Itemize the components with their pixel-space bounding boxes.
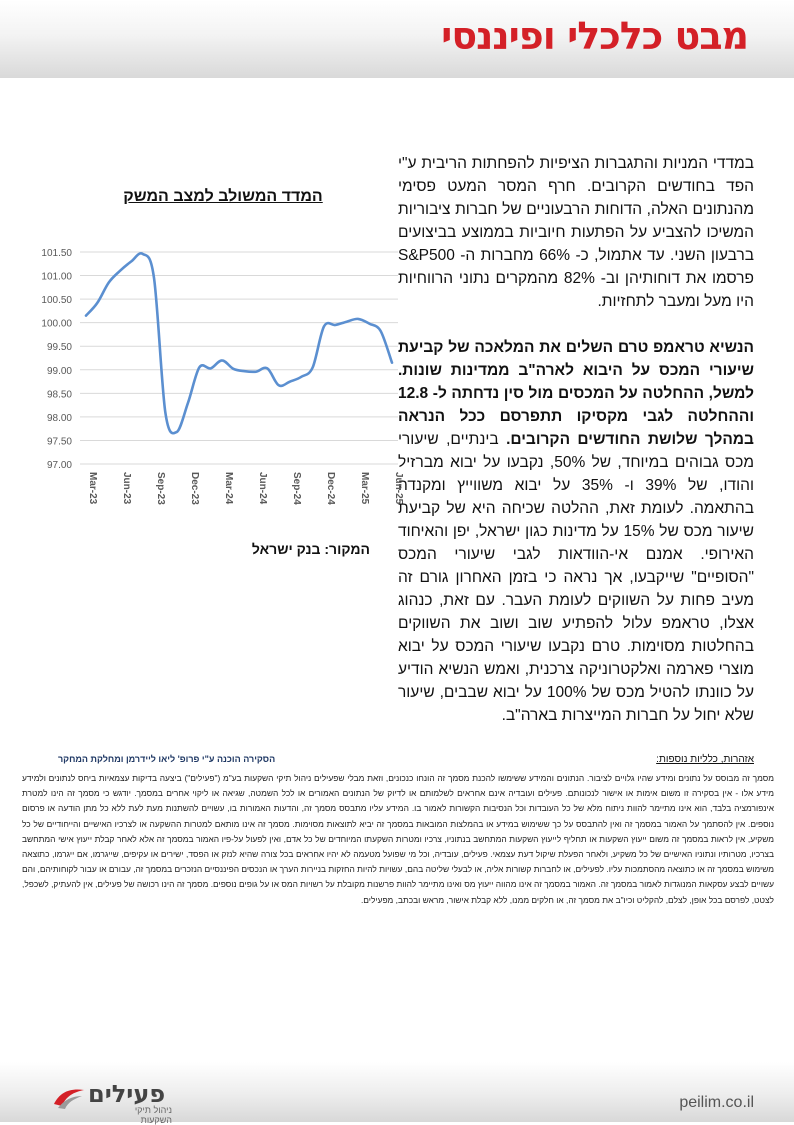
disclaimer-text: מסמך זה מבוסס על נתונים ומידע שהיו גלויים לציבור. הנתונים והמידע ששימשו להכנת מסמך זה הונחו כנכונים, וזאת מבלי שפעילים ניהול תיקי השקעות בע"מ ("פעילים") ביצעה בדיקות עצמאיות ביחס לנתונים ולמידע מידע אלו - אין בסקירה זו משום אימות או אישור לנכונותם. פעילים ועובדיה אינם אחראים לשלמותם או לדיוק של הנתונים האמורים או לכל השמטה, שגיאה או ליקוי אחרים במסמך. יודגש כי מסמך זה הינו למטרת אינפורמציה בלבד, הוא אינו מתיימר להוות ניתוח מלא של כל העובדות וכל הנסיבות הקשורות לאמור בו. המידע עליו מתבסס מסמך זה, והדעות האמורות בו, עשויים להשתנות מעת לעת ללא כל מתן הודעה או פרסום נוספים. אין להסתמך על האמור במסמך זה ואין להתבסס על כך ששימוש במידע או בהמלצות המובאות במסמך זה יביא לתוצאות מסוימות. מסמך זה אינו מותאם למטרות ההשקעה או לצרכיו האישיים והייחודיים של כל משקיע, אין לראות במסמך זה משום ייעוץ השקעות או תחליף לייעוץ השקעות המתחשב בנתוניו, צרכיו ומטרות השקעתו המיוחדים של כל אדם, ואין לפעול על-פיו האמור במסמך זה אלא לאחר קבלת ייעוץ אישי המתחשב בצרכיו, מטרותיו ונתוניו האישיים של כל משקיע, ולאחר הפעלת שיקול דעת עצמאי. פעילים, עובדיה, וכל מי שפועל מטעמה לא יהיו אחראים בכל צורה שהיא לנזק או הפסד, ישירים או עקיפים, שייגרמו, אם ייגרמו, כתוצאה משימוש במסמך זה או כתוצאה מהסתמכות עליו. לפעילים, או לחברות קשורות אליה, או לבעלי שליטה בהם, עשויות להיות החזקות בניירות הערך או הנכסים הפיננסיים הנזכרים במסמך זה, עבורם או עבור לקוחותיהם, והם עשויים לבצע עסקאות המנוגדות לאמור במסמך זה. האמור במסמך זה אינו מהווה ייעוץ מס ואינו מתיימר להוות פרשנות מקובלת על רשויות המס או על גופים נוספים. מסמך זה הינו רכושה של פעילים, אין להעתיק, לשכפל, לצטט, לפרסם בכל אופן, לצלם, להקליט וכיו"ב את מסמך זה, או חלקים ממנו, ללא קבלת אישור, מראש ובכתב, מפעילים. xyxy=(22,773,774,905)
x-tick-label: Mar-23 xyxy=(87,472,98,505)
x-tick-label: Jun-24 xyxy=(257,472,268,505)
data-series-line xyxy=(86,253,392,433)
chart-source: המקור: בנק ישראל xyxy=(251,541,370,557)
logo-swoosh-icon xyxy=(52,1084,86,1110)
x-tick-label: Dec-24 xyxy=(325,472,336,505)
article-paragraph-2 xyxy=(398,336,754,727)
y-tick-label: 99.50 xyxy=(46,342,72,354)
website-link[interactable]: peilim.co.il xyxy=(679,1094,754,1111)
x-tick-label: Mar-24 xyxy=(223,472,234,505)
line-chart xyxy=(30,235,408,525)
x-tick-label: Dec-23 xyxy=(189,472,200,505)
y-tick-label: 100.50 xyxy=(41,295,72,307)
header-title: מבט כלכלי ופיננסי xyxy=(441,14,748,58)
x-tick-label: Jun-23 xyxy=(121,472,132,505)
y-tick-label: 100.00 xyxy=(41,318,72,330)
article-paragraph-1: במדדי המניות והתגברות הציפיות להפחתות הריבית ע"י הפד בחודשים הקרובים. חרף המסר המעט פסימי מהנתונים האלה, הדוחות הרבעוניים של חברות ציבוריות המשיכו להצביע על הפתעות חיוביות בממוצע בביצועים ברבעון השני. עד אתמול, כ- 66% מחברות ה- S&P500 פרסמו את דוחותיהן וב- 82% מהמקרים נתוני הרווחיות היו מעל ומעבר לתחזיות. xyxy=(398,155,754,310)
x-tick-label: Sep-24 xyxy=(291,472,302,505)
disclaimer-label: אזהרות, כלליות נוספות: xyxy=(656,754,754,765)
y-tick-label: 101.00 xyxy=(41,271,72,283)
x-tick-label: Sep-23 xyxy=(155,472,166,505)
y-tick-label: 97.50 xyxy=(46,436,72,448)
article-body xyxy=(398,152,754,727)
logo-name: פעילים xyxy=(88,1080,166,1108)
y-tick-label: 97.00 xyxy=(46,460,72,471)
y-tick-label: 101.50 xyxy=(41,248,72,259)
y-tick-label: 98.00 xyxy=(46,412,72,424)
y-tick-label: 99.00 xyxy=(46,365,72,377)
logo-tagline: ניהול תיקי השקעות xyxy=(134,1105,172,1125)
x-tick-label: Mar-25 xyxy=(359,472,370,505)
article-paragraph-2-lead: הנשיא טראמפ טרם השלים את המלאכה של קביעת שיעורי המכס על היבוא לארה"ב ממדינות שונות. למשל, ההחלטה על המכסים מול סין נדחתה ל- 12.8 וההחלטה לגבי מקסיקו תתפרסם ככל הנראה במהלך שלושת החודשים הקרובים. xyxy=(398,339,754,448)
report-credit: הסקירה הוכנה ע"י פרופ' ליאו ליידרמן ומחלקת המחקר xyxy=(58,754,276,764)
article-paragraph-2-rest: בינתיים, שיעורי מכס גבוהים במיוחד, של 50%, נקבעו על יבוא מברזיל והודו, של 39% ו- 35% על יבוא משווייץ ומקנדה בהתאמה. לעומת זאת, ההלטה שכיחה היא של קביעת שיעור מכס של 15% על מדינות כגון ישראל, יפן והאיחוד האירופי. אמנם אי-הוודאות לגבי שיעורי המכס "הסופיים" שייקבעו, אך נראה כי בזמן האחרון גורם זה מעיב פחות על השווקים לעומת העבר. עם זאת, כנהוג אצלו, טראמפ עלול להפתיע שוב ושוב את השווקים בהחלטות מסוימות. טרם נקבעו שיעורי המכס על יבוא מוצרי פארמה ואלקטרוניקה צרכנית, ואמש הנשיא הודיע על כוונתו להטיל מכס של 100% על יבוא שבבים, שיעור שלא יחול על חברות המייצרות בארה"ב. xyxy=(398,431,754,724)
x-tick-label: Jun-25 xyxy=(393,472,404,505)
chart-title: המדד המשולב למצב המשק xyxy=(123,188,323,205)
peilim-logo xyxy=(52,1080,172,1125)
y-tick-label: 98.50 xyxy=(46,389,72,401)
page-header xyxy=(0,0,794,78)
